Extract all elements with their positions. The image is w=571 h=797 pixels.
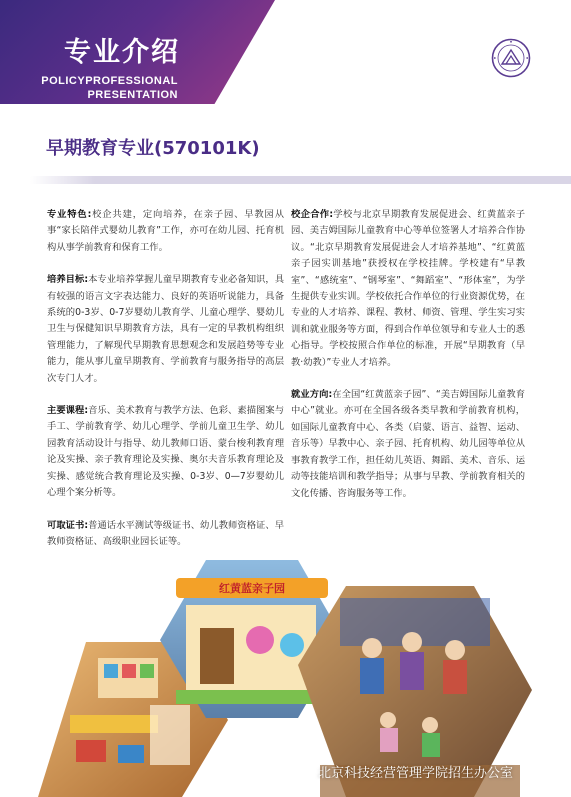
section-cooperation bbox=[291, 207, 525, 371]
title-divider bbox=[30, 176, 571, 184]
section-features bbox=[47, 207, 284, 256]
section-label: 主要课程: bbox=[47, 405, 89, 417]
section-label: 培养目标: bbox=[47, 274, 89, 286]
watermark-text: 北京科技经营管理学院招生办公室 bbox=[318, 766, 514, 781]
section-label: 可取证书: bbox=[47, 519, 89, 531]
section-text: 学校与北京早期教育发展促进会、红黄蓝亲子园、美吉姆国际儿童教育中心等单位签署人才培养合作协议。“北京早期教育发展促进会人才培养基地”、“红黄蓝亲子园实训基地”获授权在学校挂牌。学校建有“早教室”、“感统室”、“钢琴室”、“舞蹈室”、“形体室”，为学生提供专业实训。学校依托合作单位的行业资源优势，在专业的人才培养、课程、教材、师资、管理、学生实习实训和就业服务等方面，得到合作单位领导和专业人士的悉心指导。学校按照合作单位的标准，开展“早期教育（早教·幼教）”专业人才培养。 bbox=[291, 209, 525, 368]
section-text: 在全国“红黄蓝亲子园”、“美吉姆国际儿童教育中心”就业。亦可在全国各级各类早教和学前教育机构，如国际儿童教育中心、各类（启蒙、语言、益智、运动、音乐等）早教中心、亲子园、托育机构、幼儿园等单位从事教育教学工作，担任幼儿英语、舞蹈、美术、音乐、运动等技能培训和教学指导；从事与早教、学前教育相关的文化传播、咨询服务等工作。 bbox=[291, 389, 526, 499]
page-title: 专业介绍 bbox=[64, 37, 180, 68]
school-seal-icon bbox=[491, 38, 531, 78]
section-text: 音乐、美术教育与教学方法、色彩、素描图案与手工、学前教育学、幼儿心理学、学前儿童卫生学、幼儿园教育活动设计与指导、幼儿教师口语、蒙台梭利教育理论及实操、亲子教育理论及实操、奥尔夫音乐教育理论及实操、感觉统合教育理论及实操、0-3岁、0—7岁婴幼儿心理个案分析等。 bbox=[47, 405, 284, 499]
section-label: 校企合作: bbox=[291, 209, 334, 220]
section-training-goals bbox=[47, 272, 284, 387]
section-label: 专业特色: bbox=[47, 209, 92, 220]
section-employment bbox=[291, 387, 525, 502]
section-text: 本专业培养掌握儿童早期教育专业必备知识，具有较强的语言文字表达能力、良好的英语听说能力，具备系统的0-3岁、0-7岁婴幼儿教育学、儿童心理学、婴幼儿卫生与保健知识早期教育方法，具有一定的早教机构组织管理能力，了解现代早期教育思想观念和发展趋势等专业能力，能从事儿童早期教育、学前教育与服务指导的高层次专门人才。 bbox=[47, 274, 284, 384]
right-column bbox=[291, 207, 525, 518]
section-text: 普通话水平测试等级证书、幼儿教师资格证、早教师资格证、高级职业园长证等。 bbox=[47, 519, 284, 547]
section-text: 校企共建，定向培养，在亲子园、早教园从事“家长陪伴式婴幼儿教育”工作，亦可在幼儿园、托育机构从事学前教育和保育工作。 bbox=[47, 209, 284, 253]
section-label: 就业方向: bbox=[291, 389, 333, 401]
wechat-icon bbox=[300, 764, 316, 778]
header-subtitle-line1: POLICYPROFESSIONAL bbox=[41, 75, 178, 87]
major-title: 早期教育专业(570101K) bbox=[46, 138, 260, 159]
photo-collage bbox=[0, 545, 571, 797]
kindergarten-sign: 红黄蓝亲子园 bbox=[219, 582, 285, 595]
left-column bbox=[47, 207, 284, 566]
header-subtitle-line2: PRESENTATION bbox=[87, 89, 178, 101]
section-main-courses bbox=[47, 403, 284, 501]
